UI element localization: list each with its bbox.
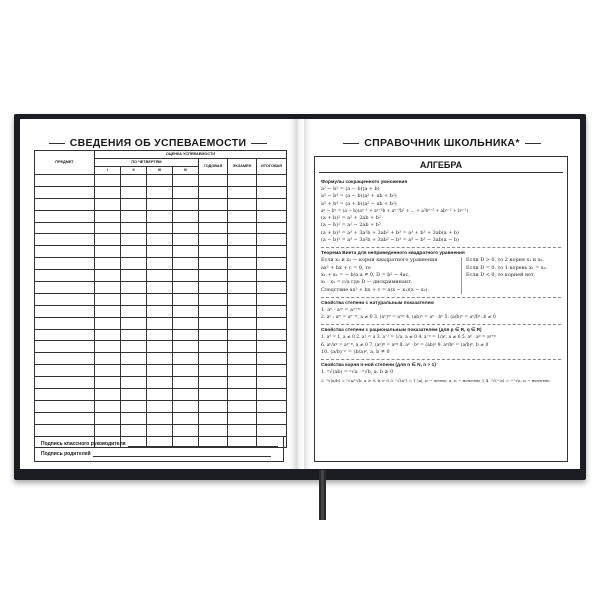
discriminant-case: Если D = 0, то 1 корень x₁ = x₂. bbox=[466, 264, 548, 271]
grade-cell[interactable] bbox=[199, 246, 228, 258]
grade-cell[interactable] bbox=[228, 293, 257, 305]
subject-cell[interactable] bbox=[35, 400, 95, 412]
grade-cell[interactable] bbox=[121, 412, 147, 424]
header-year: ГОДОВАЯ bbox=[199, 159, 228, 175]
grade-cell[interactable] bbox=[173, 317, 199, 329]
grade-cell[interactable] bbox=[199, 186, 228, 198]
grade-cell[interactable] bbox=[121, 353, 147, 365]
grade-cell[interactable] bbox=[199, 293, 228, 305]
subject-cell[interactable] bbox=[35, 412, 95, 424]
header-quarters: ПО ЧЕТВЕРТЯМ bbox=[95, 159, 199, 167]
grade-cell[interactable] bbox=[95, 424, 121, 436]
header-quarter-4: IV bbox=[173, 167, 199, 175]
grade-cell[interactable] bbox=[257, 377, 287, 389]
rational-powers-title: Свойства степени с рациональным показателем (для p ∈ R, q ∈ R) bbox=[321, 328, 482, 334]
grade-cell[interactable] bbox=[121, 365, 147, 377]
grade-row bbox=[35, 258, 287, 270]
vieta-corollary: Следствие ax² + bx + c = a(x − x₁)(x − x₂). bbox=[321, 286, 430, 293]
grade-cell[interactable] bbox=[228, 186, 257, 198]
grade-cell[interactable] bbox=[147, 377, 173, 389]
rational-powers-line: 10. (a/b)⁻ᵖ = (b/a)ᵖ, a, b ≠ 0 bbox=[321, 349, 390, 356]
divider bbox=[321, 297, 561, 298]
roots-line: 1. ⁿ√(ab) = ⁿ√a · ⁿ√b, a, b ≥ 0 bbox=[321, 369, 394, 376]
subject-cell[interactable] bbox=[35, 317, 95, 329]
grade-cell[interactable] bbox=[228, 341, 257, 353]
natural-powers-title: Свойства степени с натуральным показателем bbox=[321, 300, 434, 306]
book-spine bbox=[296, 119, 304, 469]
grade-row bbox=[35, 424, 287, 436]
grade-cell[interactable] bbox=[173, 186, 199, 198]
vieta-block bbox=[321, 257, 561, 293]
grade-cell[interactable] bbox=[121, 270, 147, 282]
grade-cell[interactable] bbox=[147, 210, 173, 222]
grade-cell[interactable] bbox=[257, 293, 287, 305]
grade-cell[interactable] bbox=[95, 400, 121, 412]
grade-cell[interactable] bbox=[173, 222, 199, 234]
grade-row bbox=[35, 198, 287, 210]
grade-row bbox=[35, 222, 287, 234]
grade-cell[interactable] bbox=[257, 305, 287, 317]
grade-cell[interactable] bbox=[95, 412, 121, 424]
grade-row bbox=[35, 412, 287, 424]
subject-cell[interactable] bbox=[35, 246, 95, 258]
grade-cell[interactable] bbox=[121, 293, 147, 305]
grade-row bbox=[35, 210, 287, 222]
header-quarter-1: I bbox=[95, 167, 121, 175]
grade-cell[interactable] bbox=[121, 341, 147, 353]
formula-line: a² − b² = (a − b)(a + b) bbox=[321, 186, 380, 192]
grade-cell[interactable] bbox=[173, 282, 199, 294]
subject-cell[interactable] bbox=[35, 341, 95, 353]
divider bbox=[321, 359, 561, 360]
grade-cell[interactable] bbox=[173, 389, 199, 401]
grade-row bbox=[35, 293, 287, 305]
grade-cell[interactable] bbox=[228, 258, 257, 270]
formula-line: (a − b)³ = a³ − 3a²b + 3ab² − b³ = a³ − b³ − 3ab(a − b) bbox=[321, 237, 459, 244]
grade-cell[interactable] bbox=[147, 353, 173, 365]
header-grades: ОЦЕНКА УСПЕВАЕМОСТИ bbox=[95, 151, 287, 159]
grade-cell[interactable] bbox=[147, 424, 173, 436]
formula-line: (a + b)³ = a³ + 3a²b + 3ab² + b³ = a³ + b³ + 3ab(a + b) bbox=[321, 229, 459, 236]
grade-cell[interactable] bbox=[147, 317, 173, 329]
grade-cell[interactable] bbox=[228, 365, 257, 377]
grade-cell[interactable] bbox=[257, 210, 287, 222]
grade-cell[interactable] bbox=[95, 175, 121, 187]
signature-parents-label: Подпись родителей bbox=[41, 451, 91, 457]
grade-cell[interactable] bbox=[95, 210, 121, 222]
grade-cell[interactable] bbox=[95, 341, 121, 353]
grade-cell[interactable] bbox=[95, 222, 121, 234]
signature-teacher-label: Подпись классного руководителя bbox=[41, 441, 126, 447]
grade-cell[interactable] bbox=[121, 377, 147, 389]
grade-cell[interactable] bbox=[173, 175, 199, 187]
vieta-intro: Если x₁ и x₂ — корни квадратного уравнения bbox=[321, 257, 438, 264]
header-subject: ПРЕДМЕТ bbox=[35, 151, 95, 175]
grade-cell[interactable] bbox=[95, 246, 121, 258]
grade-cell[interactable] bbox=[199, 222, 228, 234]
grade-row bbox=[35, 341, 287, 353]
grade-cell[interactable] bbox=[147, 365, 173, 377]
grade-row bbox=[35, 389, 287, 401]
grade-cell[interactable] bbox=[228, 305, 257, 317]
grade-cell[interactable] bbox=[173, 234, 199, 246]
grade-cell[interactable] bbox=[121, 400, 147, 412]
grade-cell[interactable] bbox=[147, 198, 173, 210]
grade-cell[interactable] bbox=[147, 186, 173, 198]
grade-cell[interactable] bbox=[257, 389, 287, 401]
formula-line: a³ + b³ = (a + b)(a² − ab + b²) bbox=[321, 200, 397, 207]
grade-cell[interactable] bbox=[199, 282, 228, 294]
right-page bbox=[304, 119, 580, 469]
vieta-formulas bbox=[321, 257, 461, 293]
grade-row bbox=[35, 305, 287, 317]
grade-cell[interactable] bbox=[228, 198, 257, 210]
grade-cell[interactable] bbox=[228, 222, 257, 234]
grade-cell[interactable] bbox=[257, 222, 287, 234]
subject-cell[interactable] bbox=[35, 329, 95, 341]
grade-cell[interactable] bbox=[199, 198, 228, 210]
grade-cell[interactable] bbox=[199, 412, 228, 424]
grade-cell[interactable] bbox=[121, 282, 147, 294]
divider bbox=[321, 324, 561, 325]
discriminant-cases bbox=[461, 257, 547, 293]
left-page bbox=[20, 119, 296, 469]
grade-cell[interactable] bbox=[121, 424, 147, 436]
grade-cell[interactable] bbox=[228, 234, 257, 246]
grade-cell[interactable] bbox=[228, 329, 257, 341]
grade-row bbox=[35, 377, 287, 389]
grade-row bbox=[35, 234, 287, 246]
subject-cell[interactable] bbox=[35, 365, 95, 377]
grade-cell[interactable] bbox=[147, 270, 173, 282]
divider bbox=[321, 247, 561, 248]
grade-cell[interactable] bbox=[228, 353, 257, 365]
left-page-title: СВЕДЕНИЯ ОБ УСПЕВАЕМОСТИ bbox=[20, 137, 296, 149]
grade-cell[interactable] bbox=[95, 305, 121, 317]
grade-cell[interactable] bbox=[147, 389, 173, 401]
grade-cell[interactable] bbox=[199, 329, 228, 341]
subject-cell[interactable] bbox=[35, 234, 95, 246]
subject-cell[interactable] bbox=[35, 389, 95, 401]
grade-cell[interactable] bbox=[147, 222, 173, 234]
grade-cell[interactable] bbox=[95, 282, 121, 294]
grade-cell[interactable] bbox=[257, 365, 287, 377]
grade-cell[interactable] bbox=[199, 305, 228, 317]
grade-row bbox=[35, 282, 287, 294]
subject-cell[interactable] bbox=[35, 293, 95, 305]
grade-cell[interactable] bbox=[121, 210, 147, 222]
grade-cell[interactable] bbox=[257, 175, 287, 187]
grade-cell[interactable] bbox=[257, 258, 287, 270]
grade-cell[interactable] bbox=[173, 329, 199, 341]
vieta-product: x₁ · x₂ = c/a где D — дискриминант. bbox=[321, 279, 413, 286]
grade-cell[interactable] bbox=[95, 234, 121, 246]
grade-cell[interactable] bbox=[147, 258, 173, 270]
grade-cell[interactable] bbox=[95, 317, 121, 329]
grade-cell[interactable] bbox=[257, 186, 287, 198]
grade-cell[interactable] bbox=[199, 365, 228, 377]
grade-cell[interactable] bbox=[147, 234, 173, 246]
subject-cell[interactable] bbox=[35, 198, 95, 210]
grade-cell[interactable] bbox=[228, 282, 257, 294]
grade-cell[interactable] bbox=[228, 317, 257, 329]
grade-cell[interactable] bbox=[95, 258, 121, 270]
grade-cell[interactable] bbox=[95, 293, 121, 305]
formula-line: (a − b)² = a² − 2ab + b² bbox=[321, 222, 381, 229]
grade-row bbox=[35, 246, 287, 258]
subject-cell[interactable] bbox=[35, 222, 95, 234]
signature-parents bbox=[41, 451, 271, 457]
grade-cell[interactable] bbox=[257, 353, 287, 365]
vieta-title: Теорема Виета для неприведенного квадратного уравнения bbox=[321, 251, 465, 257]
grade-cell[interactable] bbox=[173, 293, 199, 305]
signature-parents-line[interactable] bbox=[93, 456, 271, 457]
roots-line: 2. ⁿ√(a/b) = ⁿ√a/ⁿ√b, a ≥ 0, b > 0 3. ⁿ√(aⁿ) = { |a|, n − четно; a, n − нечетно } 4. ⁿ√(−a) = −ⁿ√a, n − нечетно bbox=[321, 377, 550, 383]
grade-cell[interactable] bbox=[95, 198, 121, 210]
grade-cell[interactable] bbox=[95, 353, 121, 365]
grade-cell[interactable] bbox=[147, 329, 173, 341]
grade-cell[interactable] bbox=[199, 400, 228, 412]
grade-row bbox=[35, 353, 287, 365]
grade-cell[interactable] bbox=[121, 198, 147, 210]
grade-cell[interactable] bbox=[199, 175, 228, 187]
grade-cell[interactable] bbox=[95, 270, 121, 282]
grade-cell[interactable] bbox=[121, 175, 147, 187]
grade-cell[interactable] bbox=[147, 246, 173, 258]
grade-cell[interactable] bbox=[173, 341, 199, 353]
grade-cell[interactable] bbox=[199, 317, 228, 329]
formula-line: a³ − b³ = (a − b)(a² + ab + b²) bbox=[321, 193, 397, 200]
header-final: ИТОГОВАЯ bbox=[257, 159, 287, 175]
grade-cell[interactable] bbox=[228, 270, 257, 282]
grade-cell[interactable] bbox=[173, 246, 199, 258]
grade-cell[interactable] bbox=[199, 377, 228, 389]
grade-cell[interactable] bbox=[147, 175, 173, 187]
discriminant-case: Если D > 0, то 2 корня x₁ и x₂. bbox=[466, 257, 544, 264]
grade-cell[interactable] bbox=[121, 317, 147, 329]
bookmark-ribbon[interactable] bbox=[319, 470, 326, 520]
grade-row bbox=[35, 270, 287, 282]
grade-cell[interactable] bbox=[173, 198, 199, 210]
grade-row bbox=[35, 400, 287, 412]
grade-cell[interactable] bbox=[173, 424, 199, 436]
subject-cell[interactable] bbox=[35, 424, 95, 436]
grade-cell[interactable] bbox=[173, 270, 199, 282]
signature-box bbox=[34, 436, 284, 462]
grade-cell[interactable] bbox=[199, 341, 228, 353]
grade-cell[interactable] bbox=[257, 198, 287, 210]
grade-cell[interactable] bbox=[173, 353, 199, 365]
grade-cell[interactable] bbox=[147, 293, 173, 305]
grade-cell[interactable] bbox=[257, 329, 287, 341]
algebra-heading: АЛГЕБРА bbox=[319, 157, 563, 173]
grade-cell[interactable] bbox=[173, 377, 199, 389]
grade-cell[interactable] bbox=[173, 365, 199, 377]
grade-cell[interactable] bbox=[173, 258, 199, 270]
grade-cell[interactable] bbox=[228, 424, 257, 436]
grade-cell[interactable] bbox=[147, 341, 173, 353]
grade-cell[interactable] bbox=[257, 270, 287, 282]
grade-cell[interactable] bbox=[121, 305, 147, 317]
grade-cell[interactable] bbox=[257, 234, 287, 246]
grade-row bbox=[35, 329, 287, 341]
rational-powers-line: 1. a⁰ = 1, a ≠ 0 2. a¹ = a 3. a⁻¹ = 1/a, a ≠ 0 4. a⁻ᵖ = 1/aᵖ, a ≠ 0 5. aᵖ · aᵠ = aᵖ⁺ᵠ bbox=[321, 335, 496, 341]
grade-cell[interactable] bbox=[257, 341, 287, 353]
grade-cell[interactable] bbox=[121, 186, 147, 198]
header-quarter-2: II bbox=[121, 167, 147, 175]
header-exam: ЭКЗАМЕН bbox=[228, 159, 257, 175]
grade-cell[interactable] bbox=[121, 246, 147, 258]
grade-cell[interactable] bbox=[228, 175, 257, 187]
grade-cell[interactable] bbox=[121, 234, 147, 246]
grade-cell[interactable] bbox=[228, 377, 257, 389]
abridged-formulas-title: Формулы сокращенного умножения bbox=[321, 180, 408, 185]
grade-cell[interactable] bbox=[147, 412, 173, 424]
grade-cell[interactable] bbox=[228, 246, 257, 258]
grade-row bbox=[35, 317, 287, 329]
grade-row bbox=[35, 365, 287, 377]
grade-cell[interactable] bbox=[228, 400, 257, 412]
subject-cell[interactable] bbox=[35, 282, 95, 294]
grade-row bbox=[35, 186, 287, 198]
grade-cell[interactable] bbox=[147, 305, 173, 317]
vieta-sum: x₁ + x₂ = − b/a a ≠ 0, D = b² − 4ac, bbox=[321, 271, 410, 278]
natural-powers-line: 1. aⁿ · aᵐ = aⁿ⁺ᵐ bbox=[321, 306, 361, 313]
grade-cell[interactable] bbox=[199, 353, 228, 365]
subject-cell[interactable] bbox=[35, 186, 95, 198]
formula-line: (a + b)² = a² + 2ab + b² bbox=[321, 215, 381, 222]
subject-cell[interactable] bbox=[35, 353, 95, 365]
grade-cell[interactable] bbox=[121, 258, 147, 270]
grades-table bbox=[34, 150, 287, 448]
grades-table-wrap bbox=[34, 150, 286, 448]
grade-row bbox=[35, 175, 287, 187]
grade-cell[interactable] bbox=[257, 246, 287, 258]
formula-line: aⁿ − bⁿ = (a − b)(aⁿ⁻¹ + aⁿ⁻²b + aⁿ⁻³b² + ... + a²bⁿ⁻³ + abⁿ⁻² + bⁿ⁻¹) bbox=[321, 208, 469, 214]
right-page-title: СПРАВОЧНИК ШКОЛЬНИКА* bbox=[304, 137, 580, 149]
grade-cell[interactable] bbox=[95, 186, 121, 198]
grade-cell[interactable] bbox=[147, 282, 173, 294]
grade-cell[interactable] bbox=[228, 412, 257, 424]
grade-cell[interactable] bbox=[257, 282, 287, 294]
natural-powers-line: 2. aⁿ : aᵐ = aⁿ⁻ᵐ, a ≠ 0 3. (aⁿ)ᵐ = aⁿᵐ 4. (ab)ⁿ = aⁿ · bⁿ 5. (a/b)ⁿ = aⁿ/bⁿ, b ≠ 0 bbox=[321, 315, 496, 321]
reference-content bbox=[321, 177, 561, 384]
grade-cell[interactable] bbox=[147, 400, 173, 412]
grade-cell[interactable] bbox=[199, 424, 228, 436]
roots-title: Свойства корня n-ной степени (для n ∈ N, n > 1) bbox=[321, 363, 436, 369]
grade-rows bbox=[35, 175, 287, 448]
grade-cell[interactable] bbox=[173, 400, 199, 412]
grade-cell[interactable] bbox=[121, 389, 147, 401]
vieta-equation: ax² + bx + c = 0, то bbox=[321, 264, 371, 271]
discriminant-case: Если D < 0, то корней нет. bbox=[466, 271, 536, 278]
signature-teacher bbox=[41, 441, 278, 447]
grade-cell[interactable] bbox=[257, 412, 287, 424]
grade-cell[interactable] bbox=[257, 317, 287, 329]
grade-cell[interactable] bbox=[199, 258, 228, 270]
grade-cell[interactable] bbox=[173, 210, 199, 222]
signature-teacher-line[interactable] bbox=[128, 446, 278, 447]
grade-cell[interactable] bbox=[199, 270, 228, 282]
subject-cell[interactable] bbox=[35, 377, 95, 389]
grade-cell[interactable] bbox=[199, 234, 228, 246]
grade-cell[interactable] bbox=[228, 389, 257, 401]
grade-cell[interactable] bbox=[257, 424, 287, 436]
grade-cell[interactable] bbox=[95, 377, 121, 389]
rational-powers-line: 6. aᵖ/aᵠ = aᵖ⁻ᵠ, a ≠ 0 7. (aᵖ)ᵠ = aᵖᵠ 8. aᵖ · bᵖ = (ab)ᵖ 9. aᵖ/bᵖ = (a/b)ᵖ, b ≠ 0 bbox=[321, 342, 489, 348]
grade-cell[interactable] bbox=[199, 210, 228, 222]
grade-cell[interactable] bbox=[95, 329, 121, 341]
grade-cell[interactable] bbox=[173, 412, 199, 424]
grade-cell[interactable] bbox=[95, 365, 121, 377]
header-quarter-3: III bbox=[147, 167, 173, 175]
subject-cell[interactable] bbox=[35, 270, 95, 282]
subject-cell[interactable] bbox=[35, 210, 95, 222]
reference-box bbox=[314, 156, 568, 462]
grade-cell[interactable] bbox=[199, 389, 228, 401]
grade-cell[interactable] bbox=[173, 305, 199, 317]
grade-cell[interactable] bbox=[228, 210, 257, 222]
grade-cell[interactable] bbox=[257, 400, 287, 412]
subject-cell[interactable] bbox=[35, 305, 95, 317]
grade-cell[interactable] bbox=[95, 389, 121, 401]
grade-cell[interactable] bbox=[121, 329, 147, 341]
subject-cell[interactable] bbox=[35, 175, 95, 187]
subject-cell[interactable] bbox=[35, 258, 95, 270]
grade-cell[interactable] bbox=[121, 222, 147, 234]
